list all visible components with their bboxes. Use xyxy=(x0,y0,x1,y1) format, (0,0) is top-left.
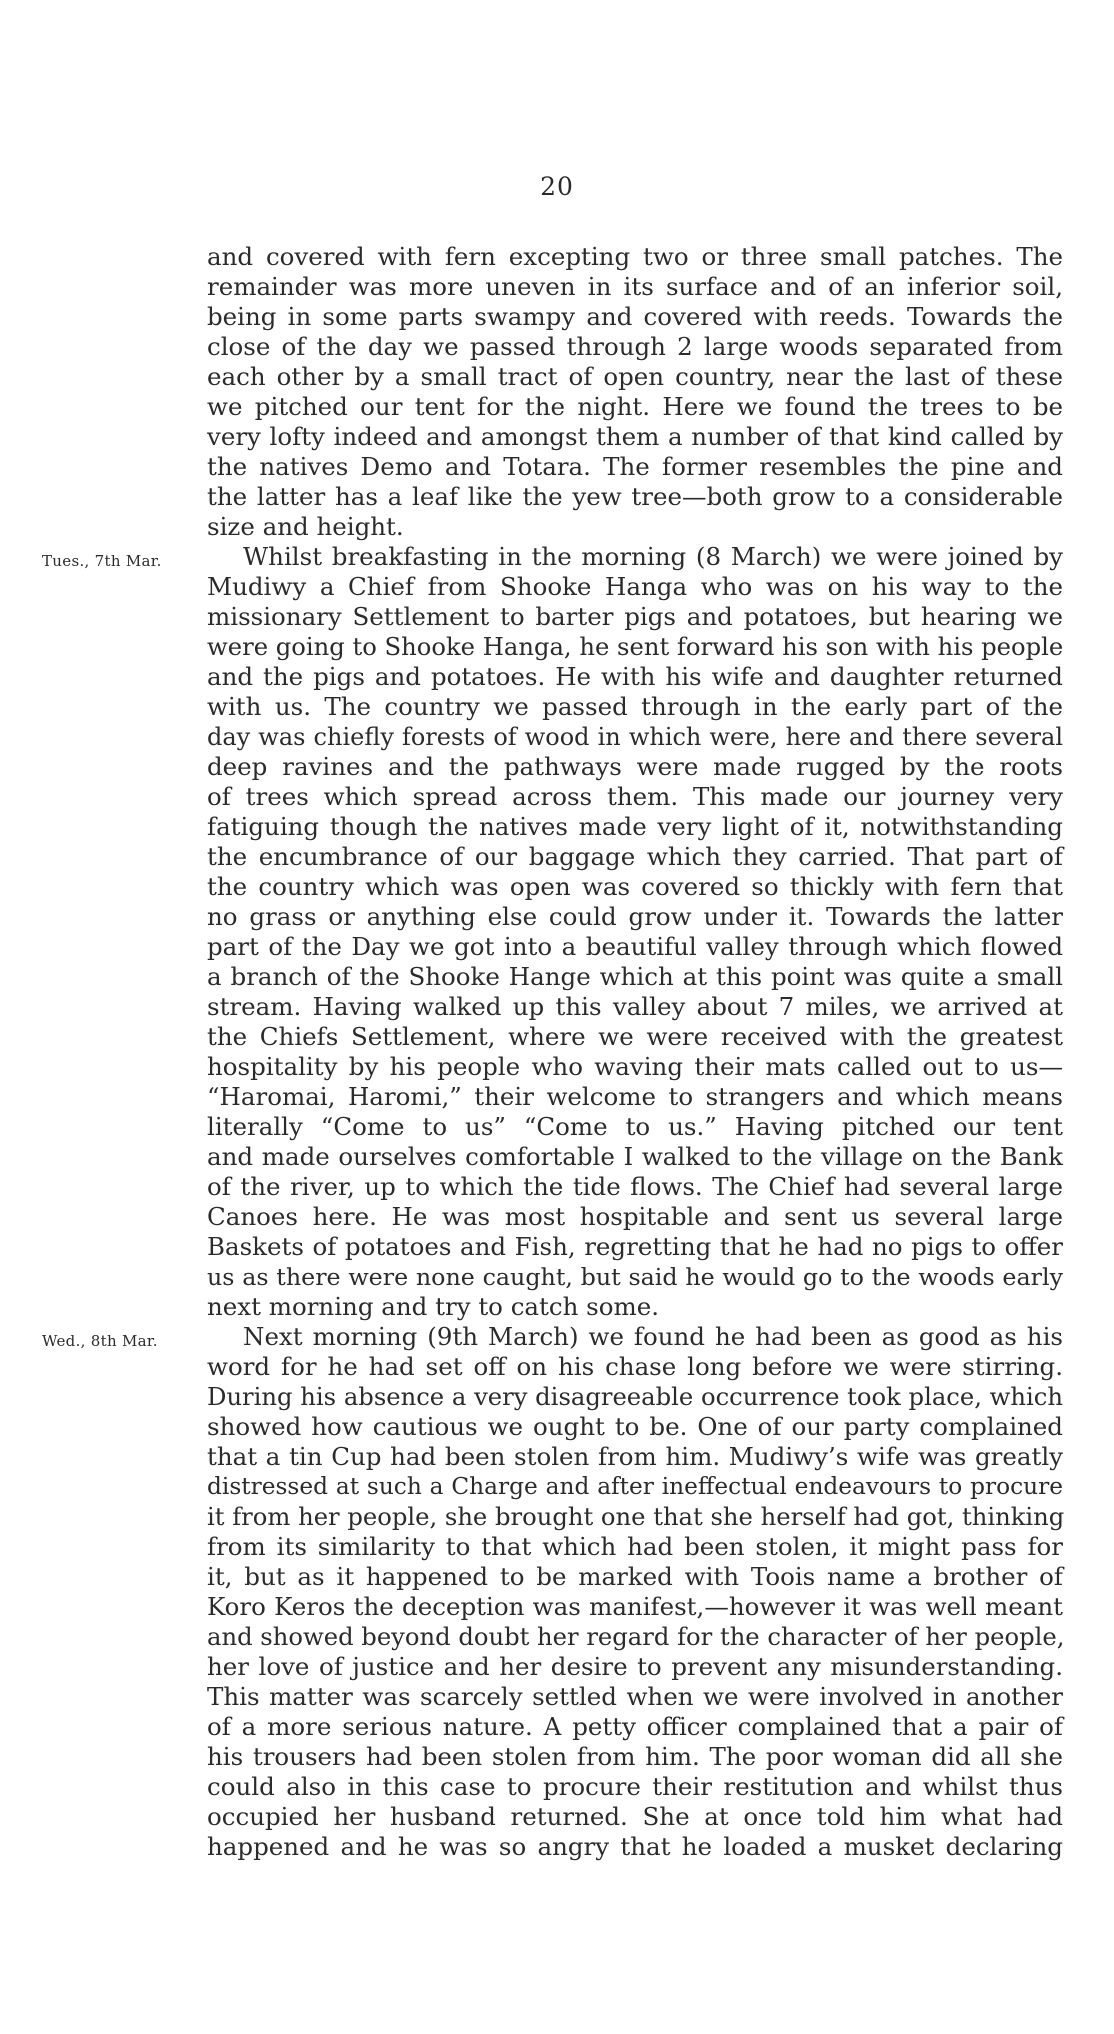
paragraph-line: missionary Settlement to barter pigs and potatoes, but hearing we xyxy=(207,602,1063,631)
paragraph-3 xyxy=(207,1322,1063,1862)
paragraph-line: and covered with fern excepting two or three small patches. The xyxy=(207,242,1063,271)
paragraph-line: the Chiefs Settlement, where we were received with the greatest xyxy=(207,1022,1063,1051)
paragraph-line: Koro Keros the deception was manifest,—however it was well meant xyxy=(207,1592,1063,1621)
paragraph-line: showed how cautious we ought to be. One of our party complained xyxy=(207,1412,1063,1441)
paragraph-line: word for he had set off on his chase long before we were stirring. xyxy=(207,1352,1063,1381)
paragraph-line: the natives Demo and Totara. The former resembles the pine and xyxy=(207,452,1063,481)
paragraph-line: it from her people, she brought one that she herself had got, thinking xyxy=(207,1502,1065,1531)
paragraph-line: of the river, up to which the tide flows. The Chief had several large xyxy=(207,1172,1063,1201)
paragraph-line: Whilst breakfasting in the morning (8 March) we were joined by xyxy=(243,542,1063,571)
paragraph-line: the country which was open was covered so thickly with fern that xyxy=(207,872,1063,901)
paragraph-line: “Haromai, Haromi,” their welcome to strangers and which means xyxy=(207,1082,1063,1111)
paragraph-line: no grass or anything else could grow under it. Towards the latter xyxy=(207,902,1063,931)
paragraph-line: were going to Shooke Hanga, he sent forward his son with his people xyxy=(207,632,1064,661)
paragraph-line: occupied her husband returned. She at once told him what had xyxy=(207,1802,1063,1831)
paragraph-2 xyxy=(207,542,1063,1322)
margin-note-wed: Wed., 8th Mar. xyxy=(42,1332,158,1350)
paragraph-line: Next morning (9th March) we found he had been as good as his xyxy=(243,1322,1063,1351)
paragraph-line: Canoes here. He was most hospitable and sent us several large xyxy=(207,1202,1063,1231)
page-number: 20 xyxy=(540,172,574,201)
paragraph-line: that a tin Cup had been stolen from him. Mudiwy’s wife was greatly xyxy=(207,1442,1063,1471)
paragraph-line: size and height. xyxy=(207,512,404,541)
paragraph-line: of a more serious nature. A petty officer complained that a pair of xyxy=(207,1712,1063,1741)
paragraph-line: distressed at such a Charge and after ineffectual endeavours to procure xyxy=(207,1473,1063,1500)
paragraph-line: each other by a small tract of open country, near the last of these xyxy=(207,362,1063,391)
paragraph-line: happened and he was so angry that he loaded a musket declaring xyxy=(207,1832,1063,1861)
paragraph-line: of trees which spread across them. This made our journey very xyxy=(207,782,1063,811)
paragraph-line: During his absence a very disagreeable occurrence took place, which xyxy=(207,1382,1063,1411)
paragraph-line: Mudiwy a Chief from Shooke Hanga who was on his way to the xyxy=(207,572,1063,601)
paragraph-line: fatiguing though the natives made very light of it, notwithstanding xyxy=(207,812,1063,841)
paragraph-line: close of the day we passed through 2 large woods separated from xyxy=(207,332,1063,361)
paragraph-line: it, but as it happened to be marked with Toois name a brother of xyxy=(207,1562,1063,1591)
paragraph-line: day was chiefly forests of wood in which were, here and there several xyxy=(207,723,1063,751)
paragraph-line: hospitality by his people who waving their mats called out to us— xyxy=(207,1052,1063,1081)
paragraph-line: and the pigs and potatoes. He with his wife and daughter returned xyxy=(207,662,1063,691)
paragraph-line: the latter has a leaf like the yew tree—both grow to a considerable xyxy=(207,482,1063,511)
paragraph-line: being in some parts swampy and covered with reeds. Towards the xyxy=(207,302,1063,331)
paragraph-1 xyxy=(207,242,1063,542)
paragraph-line: Baskets of potatoes and Fish, regretting that he had no pigs to offer xyxy=(207,1232,1063,1261)
paragraph-line: next morning and try to catch some. xyxy=(207,1292,660,1321)
paragraph-line: could also in this case to procure their restitution and whilst thus xyxy=(207,1772,1063,1801)
paragraph-line: us as there were none caught, but said he would go to the woods early xyxy=(207,1263,1063,1291)
paragraph-line: very lofty indeed and amongst them a number of that kind called by xyxy=(207,422,1063,451)
paragraph-line: his trousers had been stolen from him. The poor woman did all she xyxy=(207,1742,1063,1771)
margin-note-tues: Tues., 7th Mar. xyxy=(42,552,162,570)
paragraph-line: and showed beyond doubt her regard for the character of her people, xyxy=(207,1622,1065,1651)
paragraph-line: stream. Having walked up this valley about 7 miles, we arrived at xyxy=(207,992,1063,1021)
paragraph-line: from its similarity to that which had been stolen, it might pass for xyxy=(207,1532,1063,1561)
paragraph-line: part of the Day we got into a beautiful valley through which flowed xyxy=(207,932,1063,961)
paragraph-line: the encumbrance of our baggage which they carried. That part of xyxy=(207,842,1063,871)
paragraph-line: a branch of the Shooke Hange which at this point was quite a small xyxy=(207,962,1063,991)
paragraph-line: This matter was scarcely settled when we were involved in another xyxy=(207,1682,1063,1711)
paragraph-line: we pitched our tent for the night. Here we found the trees to be xyxy=(207,392,1063,421)
paragraph-line: her love of justice and her desire to prevent any misunderstanding. xyxy=(207,1652,1063,1681)
paragraph-line: literally “Come to us” “Come to us.” Having pitched our tent xyxy=(207,1112,1063,1141)
paragraph-line: with us. The country we passed through in the early part of the xyxy=(207,692,1063,721)
paragraph-line: deep ravines and the pathways were made rugged by the roots xyxy=(207,752,1063,781)
paragraph-line: and made ourselves comfortable I walked to the village on the Bank xyxy=(207,1142,1063,1171)
paragraph-line: remainder was more uneven in its surface and of an inferior soil, xyxy=(207,272,1063,301)
